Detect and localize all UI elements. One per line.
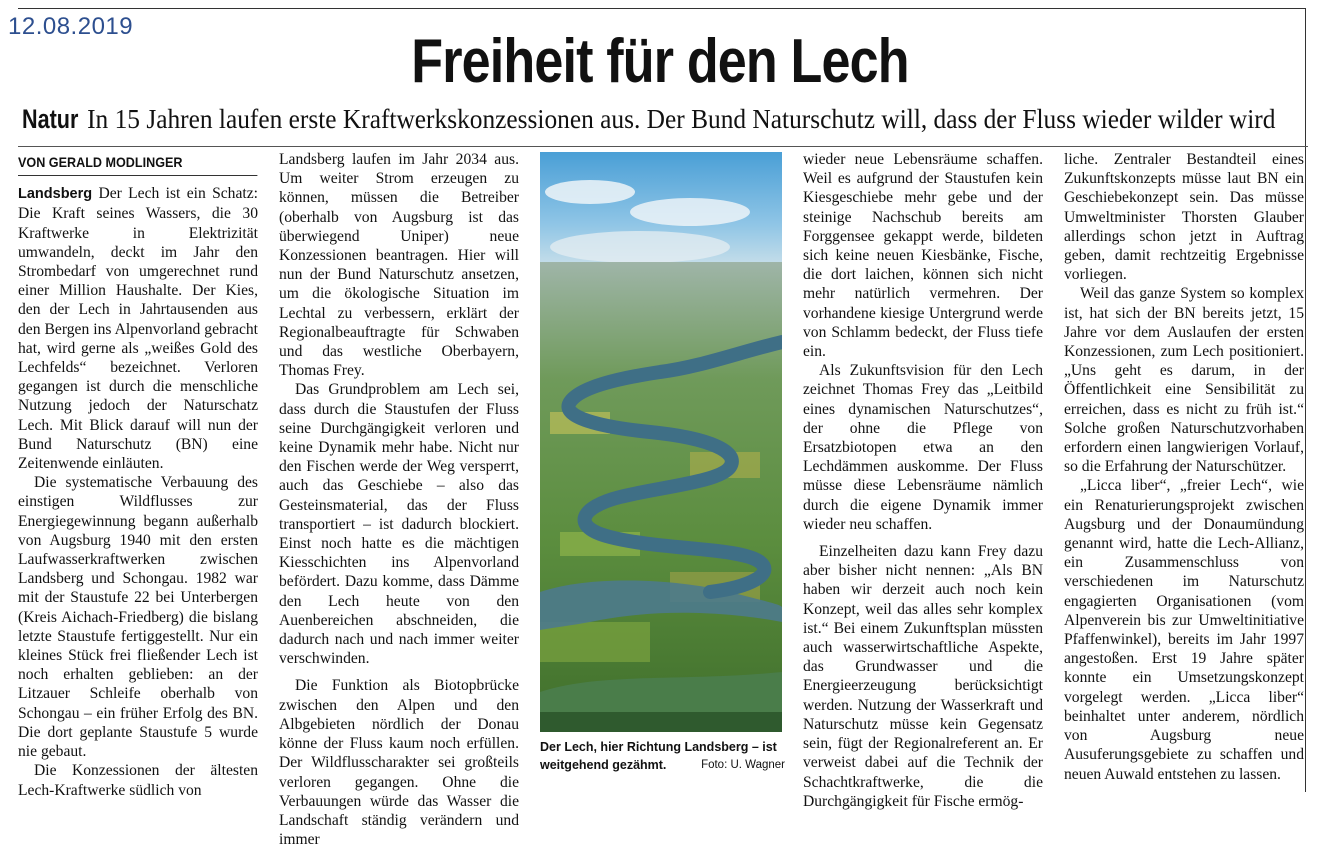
paragraph: Einzelheiten dazu kann Frey dazu aber bisher nicht nennen: „Als BN haben wir derzeit auch noch kein Konzept, weil das alles sehr komplex ist.“ Bei einem Zukunftsplan müssten auch wasserwirtschaftliche Aspekte, das Grundwasser und die Energieerzeugung berücksichtigt werden. Nutzung der Wasserkraft und Naturschutz müsse kein Gegensatz sein, fügt der Regionalreferent an. Er verweist dabei auf die Technik der Schachtkraftwerke, die die Durchgängigkeit für Fische ermög-: [803, 543, 1043, 810]
paragraph: Die systematische Verbauung des einstigen Wildflusses zur Energiegewinnung begann außerhalb von Augsburg 1940 mit den ersten Laufwasserkraftwerken zwischen Landsberg und Schongau. 1982 war mit der Staustufe 22 bei Unterbergen (Kreis Aichach-Friedberg) die bislang letzte Staustufe fertiggestellt. Nur ein kleines Stück frei fließender Lech ist noch erhalten geblieben: an der Litzauer Schleife oberhalb von Schongau – ein früher Erfolg des BN. Die dort geplante Staustufe 5 wurde nie gebaut.: [18, 474, 258, 761]
paragraph: Landsberg laufen im Jahr 2034 aus. Um weiter Strom erzeugen zu können, müssen die Betreiber (oberhalb von Augsburg ist das überwiegend Uniper) neue Konzessionen beantragen. Hier will nun der Bund Naturschutz ansetzen, um die ökologische Situation im Lechtal zu verbessern, erklärt der Regionalbeauftragte für Schwaben und das westliche Oberbayern, Thomas Frey.: [279, 151, 519, 380]
paragraph: „Licca liber“, „freier Lech“, wie ein Renaturierungsprojekt zwischen Augsburg und der Donaumündung genannt wird, hatte die Lech-Allianz, ein Zusammenschluss von verschiedenen im Naturschutz engagierten Organisationen (vom Alpenverein bis zur Umweltinitiative Pfaffenwinkel), bereits im Jahr 1997 angestoßen. Erst 19 Jahre später konnte ein Umsetzungskonzept vorgelegt werden. „Licca liber“ beinhaltet unter anderem, nördlich von Augsburg neue Ausuferungsgebiete zu schaffen und neuen Auwald entstehen zu lassen.: [1064, 477, 1304, 783]
photo-caption: [540, 738, 785, 774]
aerial-river-photo: [540, 152, 782, 732]
top-rule: [18, 8, 1306, 9]
lech-river-landscape-illustration: [540, 152, 782, 732]
subheadline: [22, 104, 1275, 135]
paragraph: Die Konzessionen der ältesten Lech-Kraftwerke südlich von: [18, 762, 258, 799]
dateline: Landsberg: [18, 186, 93, 203]
clipping-date: 12.08.2019: [8, 13, 134, 40]
paragraph: Das Grundproblem am Lech sei, dass durch die Staustufen der Fluss seine Durchgängigkeit verloren und keine Dynamik mehr habe. Nicht nur den Fischen werde der Weg versperrt, auch das Geschiebe – also das Gesteinsmaterial, das der Fluss transportiert – ist dadurch blockiert. Einst noch hatte es die mächtigen Kiesschichten ins Alpenvorland befördert. Dazu komme, dass Dämme den Lech heute von den Auenbereichen abschneiden, die dadurch nach und nach immer weiter verschwinden.: [279, 381, 519, 668]
caption-text: Der Lech, hier Richtung Landsberg – ist weitgehend gezähmt.: [540, 740, 777, 772]
subheadline-kicker: Natur: [22, 104, 79, 134]
paragraph: Die Funktion als Biotopbrücke zwischen den Alpen und den Albgebieten nördlich der Donau könne der Fluss kaum noch erfüllen. Der Wildflusscharakter sei großteils verloren gegangen. Ohne die Verbauungen würde das Wasser die Landschaft ständig verändern und immer: [279, 677, 519, 849]
headline: Freiheit für den Lech: [411, 27, 909, 96]
article-column-4: [1064, 150, 1304, 784]
byline: VON GERALD MODLINGER: [18, 153, 258, 176]
article-column-3: [803, 150, 1043, 811]
paragraph: Landsberg Der Lech ist ein Schatz: Die Kraft seines Wassers, die 30 Kraftwerke in Elektrizität umwandeln, deckt im Jahr den Strombedarf von umgerechnet rund einer Million Haushalte. Der Kies, den der Lech in Jahrtausenden aus den Bergen ins Alpenvorland gebracht hat, wird gerne als „weißes Gold des Lechfelds“ bezeichnet. Verloren gegangen ist durch die menschliche Nutzung jedoch der Naturschatz Lech. Mit Blick darauf will nun der Bund Naturschutz (BN) eine Zeitenwende einläuten.: [18, 185, 258, 473]
paragraph: wieder neue Lebensräume schaffen. Weil es aufgrund der Staustufen kein Kiesgeschiebe mehr gebe und der steinige Nachschub bereits am Forggensee gekappt werde, bildeten sich keine neuen Kiesbänke, Fische, die dort laichen, können sich nicht mehr natürlich vermehren. Der vorhandene kiesige Untergrund werde von Schlamm bedeckt, der Fluss tiefe ein.: [803, 151, 1043, 361]
subheadline-text: In 15 Jahren laufen erste Kraftwerkskonzessionen aus. Der Bund Naturschutz will, dass der Fluss wieder wilder wird: [87, 104, 1276, 134]
paragraph: liche. Zentraler Bestandteil eines Zukunftskonzepts müsse laut BN ein Geschiebekonzept sein. Das müsse Umweltminister Thorsten Glauber allerdings schon jetzt in Auftrag geben, damit rechtzeitig Ergebnisse vorliegen.: [1064, 151, 1304, 284]
right-rule: [1305, 8, 1306, 792]
subheadline-rule: [18, 146, 1308, 147]
article-column-2: [279, 150, 519, 849]
article-column-1: [18, 150, 258, 800]
paragraph: Weil das ganze System so komplex ist, hat sich der BN bereits jetzt, 15 Jahre vor dem Auslaufen der ersten Konzessionen, zum Lech positioniert. „Uns geht es darum, in der Öffentlichkeit eine Sensibilität zu erreichen, dass es nicht zu früh ist.“ Solche großen Naturschutzvorhaben erfordern einen langwierigen Vorlauf, so die Erfahrung der Naturschützer.: [1064, 285, 1304, 476]
paragraph: Als Zukunftsvision für den Lech zeichnet Thomas Frey das „Leitbild eines dynamischen Naturschutzes“, der ohne die Pflege von Ersatzbiotopen etwa an den Lechdämmen auskomme. Der Fluss müsse diese Lebensräume nämlich durch die eigene Dynamik immer wieder neu schaffen.: [803, 362, 1043, 533]
photo-credit: Foto: U. Wagner: [701, 759, 785, 771]
